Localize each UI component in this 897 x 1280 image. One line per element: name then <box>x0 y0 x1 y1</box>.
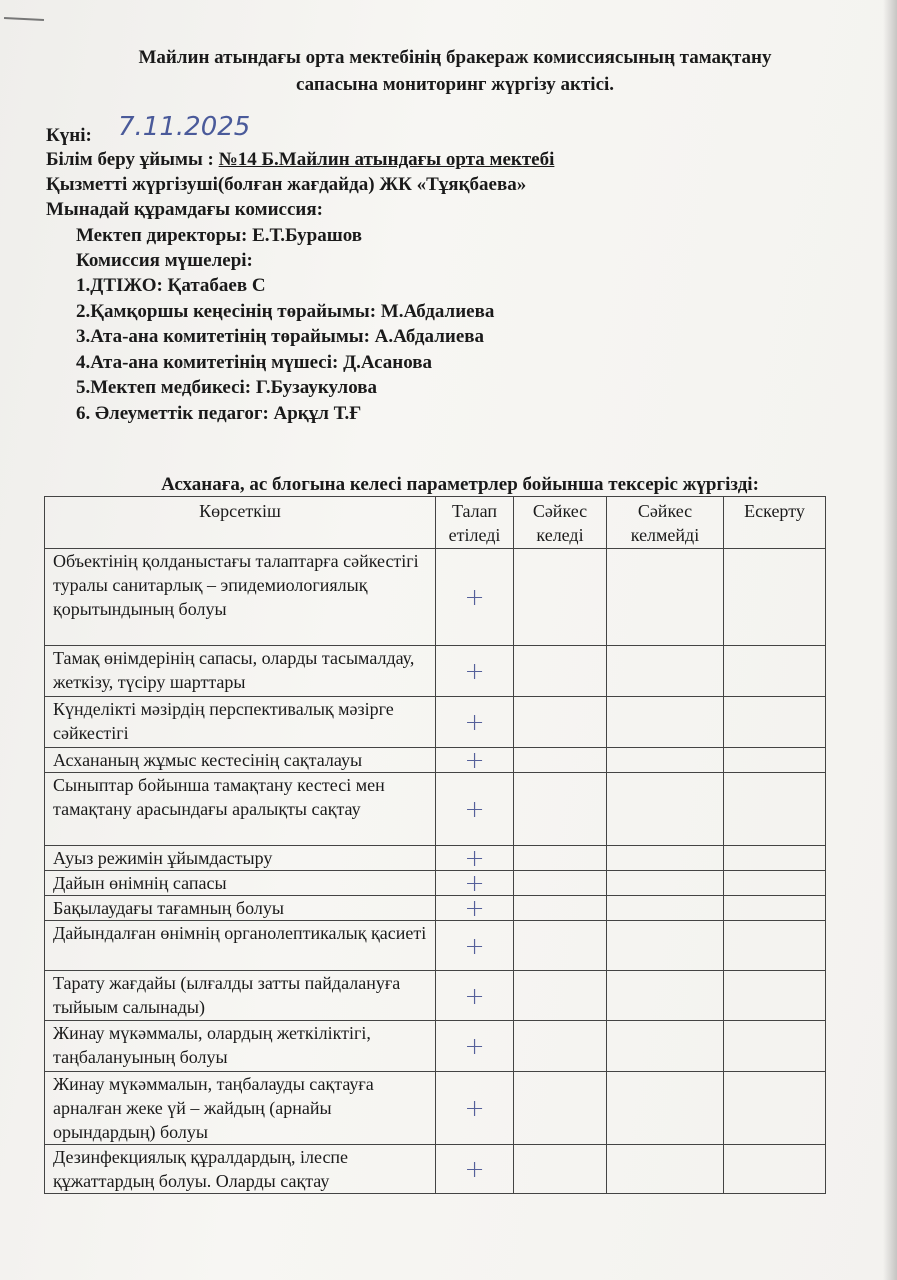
noncompliant-cell <box>607 748 724 773</box>
required-mark: + <box>436 646 514 697</box>
table-row <box>45 646 826 697</box>
noncompliant-cell <box>607 646 724 697</box>
indicator-cell: Жинау мүкәммалын, таңбалауды сақтауға арналған жеке үй – жайдың (арнайы орындардың) болуы <box>45 1072 436 1145</box>
required-mark: + <box>436 748 514 773</box>
note-cell <box>724 921 826 971</box>
paper-edge-mark <box>4 17 44 21</box>
compliant-cell <box>514 921 607 971</box>
inspection-table <box>44 496 826 1194</box>
organization-value: №14 Б.Майлин атындағы орта мектебі <box>218 149 555 170</box>
indicator-cell: Дайындалған өнімнің органолептикалық қасиеті <box>45 921 436 971</box>
member-4: 4.Ата-ана комитетінің мүшесі: Д.Асанова <box>76 352 433 373</box>
indicator-cell: Тарату жағдайы (ылғалды затты пайдалануға тыйыым салынады) <box>45 971 436 1021</box>
table-row <box>45 773 826 846</box>
indicator-cell: Объектінің қолданыстағы талаптарға сәйкестігі туралы санитарлық – эпидемиологиялық қорытындының болуы <box>45 549 436 646</box>
note-cell <box>724 846 826 871</box>
indicator-cell: Бақылаудағы тағамның болуы <box>45 896 436 921</box>
indicator-cell: Тамақ өнімдерінің сапасы, оларды тасымалдау, жеткізу, түсіру шарттары <box>45 646 436 697</box>
noncompliant-cell <box>607 773 724 846</box>
table-row <box>45 697 826 748</box>
required-mark: + <box>436 871 514 896</box>
indicator-cell: Дайын өнімнің сапасы <box>45 871 436 896</box>
compliant-cell <box>514 871 607 896</box>
compliant-cell <box>514 773 607 846</box>
header-indicator: Көрсеткіш <box>45 497 436 549</box>
noncompliant-cell <box>607 971 724 1021</box>
page-shadow <box>883 0 897 1280</box>
compliant-cell <box>514 1021 607 1072</box>
required-mark: + <box>436 773 514 846</box>
member-2: 2.Қамқоршы кеңесінің төрайымы: М.Абдалиева <box>76 301 495 322</box>
required-mark: + <box>436 846 514 871</box>
noncompliant-cell <box>607 846 724 871</box>
title-line-2: сапасына мониторинг жүргізу актісі. <box>295 74 615 95</box>
table-row <box>45 1021 826 1072</box>
noncompliant-cell <box>607 896 724 921</box>
date-handwritten: 7.11.2025 <box>118 112 251 142</box>
compliant-cell <box>514 1145 607 1194</box>
members-label: Комиссия мүшелері: <box>76 250 253 271</box>
note-cell <box>724 971 826 1021</box>
compliant-cell <box>514 549 607 646</box>
table-row <box>45 971 826 1021</box>
note-cell <box>724 646 826 697</box>
indicator-cell: Ауыз режимін ұйымдастыру <box>45 846 436 871</box>
organization-row <box>46 148 554 172</box>
note-cell <box>724 1072 826 1145</box>
noncompliant-cell <box>607 921 724 971</box>
table-row <box>45 549 826 646</box>
header-noncompliant: Сәйкес келмейді <box>607 497 724 549</box>
required-mark: + <box>436 1021 514 1072</box>
noncompliant-cell <box>607 1072 724 1145</box>
required-mark: + <box>436 697 514 748</box>
member-1: 1.ДТІЖО: Қатабаев С <box>76 275 266 296</box>
date-row <box>46 124 92 148</box>
table-row <box>45 1072 826 1145</box>
commission-label: Мынадай құрамдағы комиссия: <box>46 199 323 220</box>
member-6: 6. Әлеуметтік педагог: Арқұл Т.Ғ <box>76 403 362 424</box>
indicator-cell: Асхананың жұмыс кестесінің сақталауы <box>45 748 436 773</box>
note-cell <box>724 1021 826 1072</box>
indicator-cell: Сыныптар бойынша тамақтану кестесі мен тамақтану арасындағы аралықты сақтау <box>45 773 436 846</box>
organization-label: Білім беру ұйымы : <box>46 149 214 170</box>
compliant-cell <box>514 971 607 1021</box>
noncompliant-cell <box>607 871 724 896</box>
note-cell <box>724 871 826 896</box>
compliant-cell <box>514 697 607 748</box>
noncompliant-cell <box>607 1145 724 1194</box>
title-line-1: Майлин атындағы орта мектебінің бракераж комиссиясының тамақтану <box>138 47 772 68</box>
table-row <box>45 846 826 871</box>
note-cell <box>724 1145 826 1194</box>
note-cell <box>724 549 826 646</box>
required-mark: + <box>436 549 514 646</box>
section-title: Асханаға, ас блогына келесі параметрлер бойынша тексеріс жүргізді: <box>161 474 759 495</box>
noncompliant-cell <box>607 697 724 748</box>
required-mark: + <box>436 971 514 1021</box>
table-row <box>45 1145 826 1194</box>
compliant-cell <box>514 846 607 871</box>
indicator-cell: Жинау мүкәммалы, олардың жеткіліктігі, таңбалануының болуы <box>45 1021 436 1072</box>
compliant-cell <box>514 896 607 921</box>
document-title <box>60 44 850 98</box>
table-row <box>45 871 826 896</box>
member-3: 3.Ата-ана комитетінің төрайымы: А.Абдалиева <box>76 326 485 347</box>
note-cell <box>724 748 826 773</box>
indicator-cell: Дезинфекциялық құралдардың, ілеспе құжаттардың болуы. Оларды сақтау <box>45 1145 436 1194</box>
indicator-cell: Күнделікті мәзірдің перспективалық мәзірге сәйкестігі <box>45 697 436 748</box>
table-row <box>45 921 826 971</box>
compliant-cell <box>514 1072 607 1145</box>
compliant-cell <box>514 748 607 773</box>
required-mark: + <box>436 1072 514 1145</box>
note-cell <box>724 896 826 921</box>
header-compliant: Сәйкес келеді <box>514 497 607 549</box>
header-required: Талап етіледі <box>436 497 514 549</box>
required-mark: + <box>436 896 514 921</box>
noncompliant-cell <box>607 549 724 646</box>
table-header-row <box>45 497 826 549</box>
table-row <box>45 748 826 773</box>
required-mark: + <box>436 921 514 971</box>
director-row: Мектеп директоры: Е.Т.Бурашов <box>76 225 363 246</box>
required-mark: + <box>436 1145 514 1194</box>
date-label: Күні: <box>46 125 92 146</box>
noncompliant-cell <box>607 1021 724 1072</box>
note-cell <box>724 773 826 846</box>
note-cell <box>724 697 826 748</box>
compliant-cell <box>514 646 607 697</box>
table-row <box>45 896 826 921</box>
member-5: 5.Мектеп медбикесі: Г.Бузаукулова <box>76 377 377 398</box>
operator-row: Қызметті жүргізуші(болған жағдайда) ЖК «Тұяқбаева» <box>46 174 527 195</box>
header-note: Ескерту <box>724 497 826 549</box>
